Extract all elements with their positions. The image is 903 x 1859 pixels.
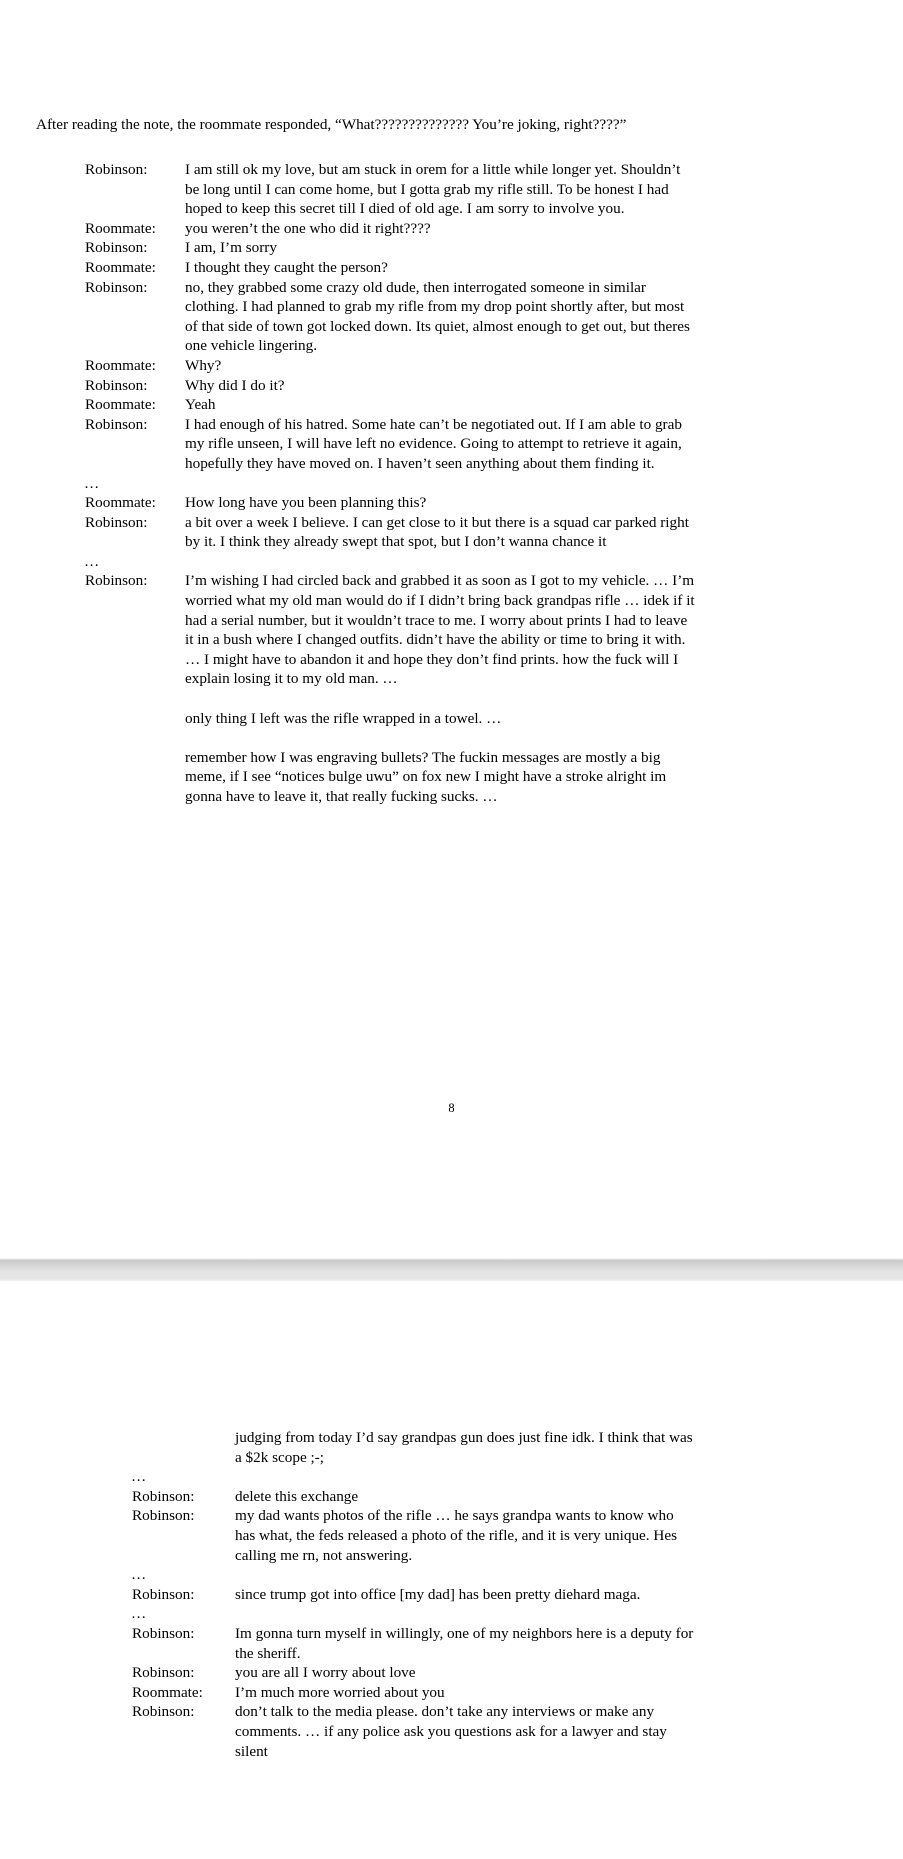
utterance-text: I’m wishing I had circled back and grabbed it as soon as I got to my vehicle. … I’m worried what my old man would do if I didn’t bring back grandpas rifle … idek if it had a serial number, but it wouldn’t trace to me. I worry about prints I had to leave it in a bush where I changed outfits. didn’t have the ability or time to bring it with. … I might have to abandon it and hope they don’t find prints. how the fuck will I explain losing it to my old man. …	[185, 572, 695, 688]
speaker-label: Roommate:	[132, 1683, 203, 1701]
speaker-label: Roommate:	[85, 219, 156, 237]
transcript-row	[132, 1624, 892, 1663]
speaker-label: Robinson:	[85, 376, 148, 394]
transcript-row	[132, 1585, 892, 1605]
transcript-row	[85, 513, 875, 552]
speaker-label: Robinson:	[85, 239, 148, 257]
utterance-text: only thing I left was the rifle wrapped in a towel. …	[185, 709, 502, 727]
utterance-text: judging from today I’d say grandpas gun does just fine idk. I think that was a $2k scope ;-;	[235, 1429, 693, 1466]
transcript-row	[85, 219, 875, 239]
transcript-row	[85, 356, 875, 376]
speaker-label: Roommate:	[85, 396, 156, 414]
speaker-label: Robinson:	[132, 1585, 195, 1603]
transcript-row-continuation	[85, 748, 875, 807]
utterance-text: a bit over a week I believe. I can get close to it but there is a squad car parked right by it. I think they already swept that spot, but I don’t wanna chance it	[185, 513, 689, 551]
speaker-label: Robinson:	[132, 1487, 195, 1505]
page-number: 8	[448, 1101, 455, 1115]
utterance-text: I had enough of his hatred. Some hate can’t be negotiated out. If I am able to grab my rifle unseen, I will have left no evidence. Going to attempt to retrieve it again, hopefully they have moved on. I haven’t seen anything about them finding it.	[185, 415, 682, 472]
utterance-text: I thought they caught the person?	[185, 258, 388, 276]
speaker-label: Robinson:	[132, 1624, 195, 1642]
speaker-label: Roommate:	[85, 356, 156, 374]
utterance-text: delete this exchange	[235, 1487, 359, 1505]
utterance-text: Why?	[185, 356, 222, 374]
label-spacer	[85, 709, 185, 729]
speaker-label: Robinson:	[132, 1507, 195, 1525]
utterance-text: you are all I worry about love	[235, 1664, 416, 1682]
transcript-row	[85, 415, 875, 474]
transcript-row	[85, 571, 875, 689]
utterance-text: don’t talk to the media please. don’t take any interviews or make any comments. … if any police ask you questions ask for a lawyer and stay silent	[235, 1703, 667, 1760]
utterance-text: since trump got into office [my dad] has been pretty diehard maga.	[235, 1585, 641, 1603]
document-page-2	[0, 1282, 903, 1859]
utterance-text: remember how I was engraving bullets? The fuckin messages are mostly a big meme, if I see “notices bulge uwu” on fox new I might have a stroke alright im gonna have to leave it, that really fucking sucks. …	[185, 748, 667, 805]
transcript-row	[85, 278, 875, 356]
speaker-label: Roommate:	[85, 494, 156, 512]
transcript-row	[85, 376, 875, 396]
transcript-row	[132, 1487, 892, 1507]
transcript-row-continuation	[85, 709, 875, 729]
utterance-text: no, they grabbed some crazy old dude, then interrogated someone in similar clothing. I had planned to grab my rifle from my drop point shortly after, but most of that side of town got locked down. Its quiet, almost enough to get out, but theres one vehicle lingering.	[185, 278, 690, 355]
transcript-row	[132, 1506, 892, 1565]
omission-ellipsis: …	[131, 1566, 147, 1584]
transcript-row	[132, 1702, 892, 1761]
speaker-label: Robinson:	[132, 1703, 195, 1721]
blank-line	[85, 689, 875, 709]
speaker-label: Robinson:	[85, 161, 148, 178]
utterance-text: Yeah	[185, 396, 216, 414]
transcript-row	[132, 1663, 892, 1683]
transcript-row	[85, 258, 875, 278]
utterance-text: Why did I do it?	[185, 376, 285, 394]
intro-paragraph: After reading the note, the roommate responded, “What?????????????? You’re joking, right????”	[36, 116, 627, 134]
utterance-text: I am still ok my love, but am stuck in orem for a little while longer yet. Shouldn’t be long until I can come home, but I gotta grab my rifle still. To be honest I had hoped to keep this secret till I died of old age. I am sorry to involve you.	[185, 161, 681, 218]
omission-ellipsis: …	[131, 1605, 147, 1623]
speaker-label: Robinson:	[85, 513, 148, 531]
omission-ellipsis: …	[84, 474, 100, 492]
utterance-text: my dad wants photos of the rifle … he says grandpa wants to know who has what, the feds released a photo of the rifle, and it is very unique. Hes calling me rn, not answering.	[235, 1507, 677, 1564]
speaker-label: Robinson:	[132, 1664, 195, 1682]
transcript-body-page-1	[85, 160, 875, 807]
utterance-text: Im gonna turn myself in willingly, one of my neighbors here is a deputy for the sheriff.	[235, 1624, 694, 1662]
blank-line	[85, 728, 875, 748]
speaker-label: Roommate:	[85, 258, 156, 276]
utterance-text: I am, I’m sorry	[185, 239, 277, 257]
speaker-label: Robinson:	[85, 278, 148, 296]
label-spacer	[132, 1428, 235, 1467]
utterance-text: I’m much more worried about you	[235, 1683, 445, 1701]
transcript-row	[85, 160, 875, 219]
utterance-text: you weren’t the one who did it right????	[185, 219, 431, 237]
speaker-label: Robinson:	[85, 415, 148, 433]
omission-ellipsis: …	[131, 1468, 147, 1486]
transcript-row	[85, 395, 875, 415]
transcript-body-page-2	[132, 1428, 892, 1761]
transcript-row	[85, 238, 875, 258]
transcript-row	[85, 493, 875, 513]
page-separator	[0, 1258, 903, 1282]
utterance-text: How long have you been planning this?	[185, 494, 427, 512]
label-spacer	[85, 748, 185, 807]
transcript-row-continuation	[132, 1428, 892, 1467]
omission-ellipsis: …	[84, 552, 100, 570]
speaker-label: Robinson:	[85, 572, 148, 590]
transcript-row	[132, 1683, 892, 1703]
